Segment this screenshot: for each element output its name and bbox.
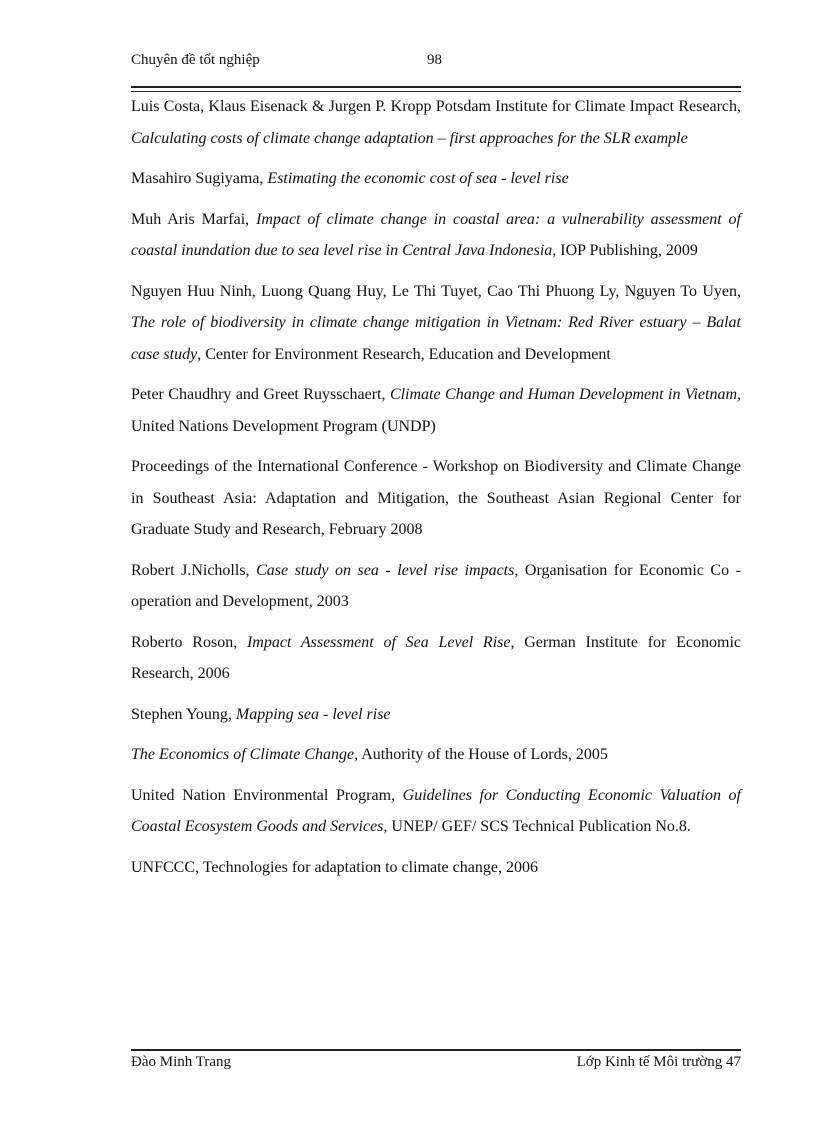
reference-details: Authority of the House of Lords, 2005: [358, 746, 608, 763]
reference-item: [131, 627, 741, 690]
reference-title: Calculating costs of climate change adaptation – first approaches for the SLR example: [131, 129, 688, 147]
reference-title: Case study on sea - level rise impacts: [256, 561, 515, 579]
reference-title: Climate Change and Human Development in Vietnam,: [389, 386, 742, 403]
header-title: Chuyên đề tốt nghiệp: [131, 52, 260, 68]
reference-authors: Robert J.Nicholls,: [131, 561, 257, 579]
reference-details: , IOP Publishing, 2009: [552, 242, 698, 259]
reference-authors: UNFCCC, Technologies for adaptation to climate change, 2006: [131, 858, 538, 876]
footer-author: Đào Minh Trang: [131, 1054, 232, 1070]
reference-title: Mapping sea - level rise: [235, 705, 391, 723]
reference-authors: Proceedings of the International Conference - Workshop on Biodiversity and Climate Change in Southeast Asia: Adaptation and Mitigation, the Southeast Asian Regional Center for Graduate Study and Research, February 2008: [131, 458, 741, 538]
reference-list: [131, 91, 741, 892]
reference-title: The Economics of Climate Change,: [131, 746, 359, 763]
reference-details: , German Institute for Economic Research, 2006: [131, 633, 741, 682]
reference-title: Guidelines for Conducting Economic Valuation of Coastal Ecosystem Goods and Services,: [131, 786, 741, 835]
reference-title: Impact Assessment of Sea Level Rise: [246, 633, 511, 651]
header-divider: [131, 86, 741, 88]
reference-item: [131, 451, 741, 546]
reference-authors: Peter Chaudhry and Greet Ruysschaert,: [131, 386, 390, 403]
page-number: 98: [427, 52, 442, 68]
reference-item: [131, 379, 741, 442]
reference-authors: Masahiro Sugiyama,: [131, 170, 268, 187]
reference-item: [131, 163, 741, 195]
reference-details: United Nations Development Program (UNDP): [131, 417, 436, 435]
reference-details: , Organisation for Economic Co - operation and Development, 2003: [131, 561, 741, 610]
reference-authors: Roberto Roson,: [131, 633, 247, 651]
reference-authors: United Nation Environmental Program,: [131, 786, 403, 804]
page-header: [131, 52, 741, 74]
reference-item: [131, 780, 741, 843]
reference-item: [131, 699, 741, 731]
page-footer: [131, 1054, 741, 1076]
reference-details: UNEP/ GEF/ SCS Technical Publication No.8.: [387, 818, 691, 835]
reference-item: [131, 555, 741, 618]
footer-class-name: Lớp Kinh tế Môi trường 47: [576, 1054, 741, 1070]
reference-title: Estimating the economic cost of sea - level rise: [267, 170, 569, 187]
reference-authors: Nguyen Huu Ninh, Luong Quang Huy, Le Thi Tuyet, Cao Thi Phuong Ly, Nguyen To Uyen,: [131, 282, 741, 300]
reference-item: [131, 276, 741, 371]
reference-item: [131, 204, 741, 267]
reference-item: [131, 91, 741, 154]
reference-item: [131, 739, 741, 771]
reference-title: The role of biodiversity in climate change mitigation in Vietnam: Red River estuary – Balat case study: [131, 314, 741, 363]
footer-divider: [131, 1049, 741, 1051]
reference-authors: Luis Costa, Klaus Eisenack & Jurgen P. Kropp Potsdam Institute for Climate Impact Research,: [131, 98, 741, 115]
reference-details: , Center for Environment Research, Education and Development: [197, 345, 611, 363]
reference-authors: Stephen Young,: [131, 705, 236, 723]
reference-item: [131, 852, 741, 884]
reference-authors: Muh Aris Marfai,: [131, 210, 257, 228]
reference-title: Impact of climate change in coastal area: a vulnerability assessment of coastal inundation due to sea level rise in Central Java Indonesia: [131, 210, 741, 259]
